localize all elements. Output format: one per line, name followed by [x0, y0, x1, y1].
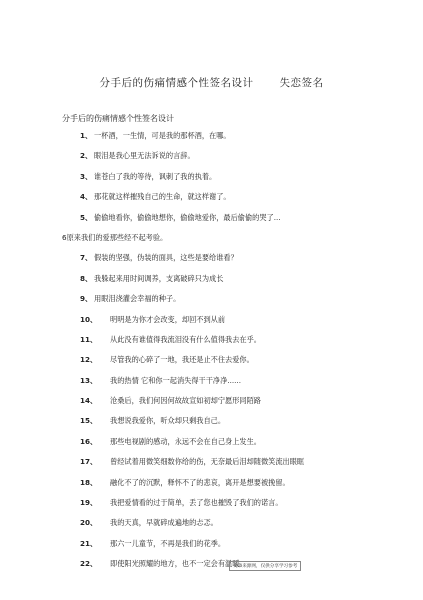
list-item [0, 126, 423, 146]
item-number: 21、 [80, 538, 98, 548]
item-text: 一杯酒，一生情，可是我的那杯酒，在哪。 [94, 131, 231, 140]
list-item [0, 167, 423, 187]
item-text: 我把爱情看的过于简单，丢了您也摧毁了我们的诺言。 [110, 498, 283, 508]
item-number: 11、 [80, 334, 98, 344]
list-item [0, 269, 423, 289]
list-item [0, 534, 423, 554]
signature-list [0, 126, 423, 575]
item-number: 10、 [80, 314, 98, 324]
item-number: 17、 [80, 457, 98, 467]
item-text: 谁苍白了我的等待，讽刺了我的执着。 [94, 171, 217, 181]
list-item [0, 248, 423, 268]
list-item [0, 391, 423, 411]
item-text: 明明是为你才会改变，却回不到从前 [110, 314, 226, 324]
item-number: 4、 [80, 192, 93, 202]
list-item [0, 289, 423, 309]
source-note: 文章来源网，仅供分享学习参考 [229, 561, 301, 571]
list-item [0, 493, 423, 513]
item-text: 我想说我爱你，听众却只剩我自己。 [110, 416, 226, 426]
item-text: 我的天真，早就碎成遍地的忐忑。 [110, 518, 218, 528]
list-item [0, 432, 423, 452]
page-title-main: 分手后的伤痛情感个性签名设计 [99, 77, 254, 89]
list-item [0, 187, 423, 207]
list-item [0, 452, 423, 472]
item-number: 20、 [80, 518, 98, 528]
item-text: 用眼泪浇灌会幸福的种子。 [94, 294, 181, 304]
item-text: 眼泪是我心里无法诉说的言辞。 [94, 151, 195, 161]
item-text: 那花就这样摧残自己的生命，就这样谢了。 [94, 192, 231, 202]
item-text: 6原来我们的爱那些经不起考验。 [62, 232, 168, 242]
item-text: 偷偷地看你，偷偷地想你，偷偷地爱你，最后偷偷的哭了... [94, 212, 281, 222]
item-number: 7、 [80, 253, 93, 263]
item-number: 19、 [80, 498, 98, 508]
list-item [0, 350, 423, 370]
item-text: 沧桑后，我们何因何故故宣如初却宁愿形同陌路 [110, 396, 261, 406]
item-number: 5、 [80, 212, 93, 222]
list-item [0, 554, 423, 574]
item-text: 那些电视剧的感动，永远不会在自己身上发生。 [110, 436, 261, 446]
list-item [0, 330, 423, 350]
item-number: 2、 [80, 151, 93, 161]
item-text: 那六一儿童节，不再是我们的花季。 [110, 538, 226, 548]
list-item [0, 473, 423, 493]
item-text: 曾经试着用微笑细数你给的伤，无奈最后泪却随微笑流出眼眶 [110, 457, 305, 467]
item-number: 13、 [80, 375, 98, 385]
list-item [0, 228, 423, 248]
item-number: 16、 [80, 436, 98, 446]
item-number: 8、 [80, 273, 93, 283]
item-text: 从此没有谁值得我流泪没有什么值得我去在乎。 [110, 334, 261, 344]
list-item [0, 310, 423, 330]
list-item [0, 371, 423, 391]
list-item [0, 208, 423, 228]
list-item [0, 146, 423, 166]
item-text: 我躲起来用时间调养，支离破碎只为成长 [94, 273, 224, 283]
list-item [0, 513, 423, 533]
item-number: 12、 [80, 355, 98, 365]
item-text: 假装的坚强，伪装的面具，这些是要给谁看？ [94, 253, 238, 263]
item-text: 融化不了的沉默，释怀不了的悲哀，离开是想要被挽留。 [110, 477, 290, 487]
list-item [0, 411, 423, 431]
item-number: 1、 [80, 131, 93, 140]
item-number: 9、 [80, 294, 93, 304]
page-title [0, 75, 423, 90]
item-number: 15、 [80, 416, 98, 426]
item-number: 14、 [80, 396, 98, 406]
item-number: 18、 [80, 477, 98, 487]
item-text: 即使阳光照耀的地方，也不一定会有温暖。 [110, 559, 247, 569]
item-number: 22、 [80, 559, 98, 569]
item-text: 我的热情 它和你一起消失得干干净净...... [110, 375, 241, 385]
item-number: 3、 [80, 171, 93, 181]
section-subtitle: 分手后的伤痛情感个性签名设计 [62, 114, 174, 123]
page-title-tail: 失恋签名 [279, 77, 324, 89]
item-text: 尽管我的心碎了一地，我还是止不住去爱你。 [110, 355, 254, 365]
